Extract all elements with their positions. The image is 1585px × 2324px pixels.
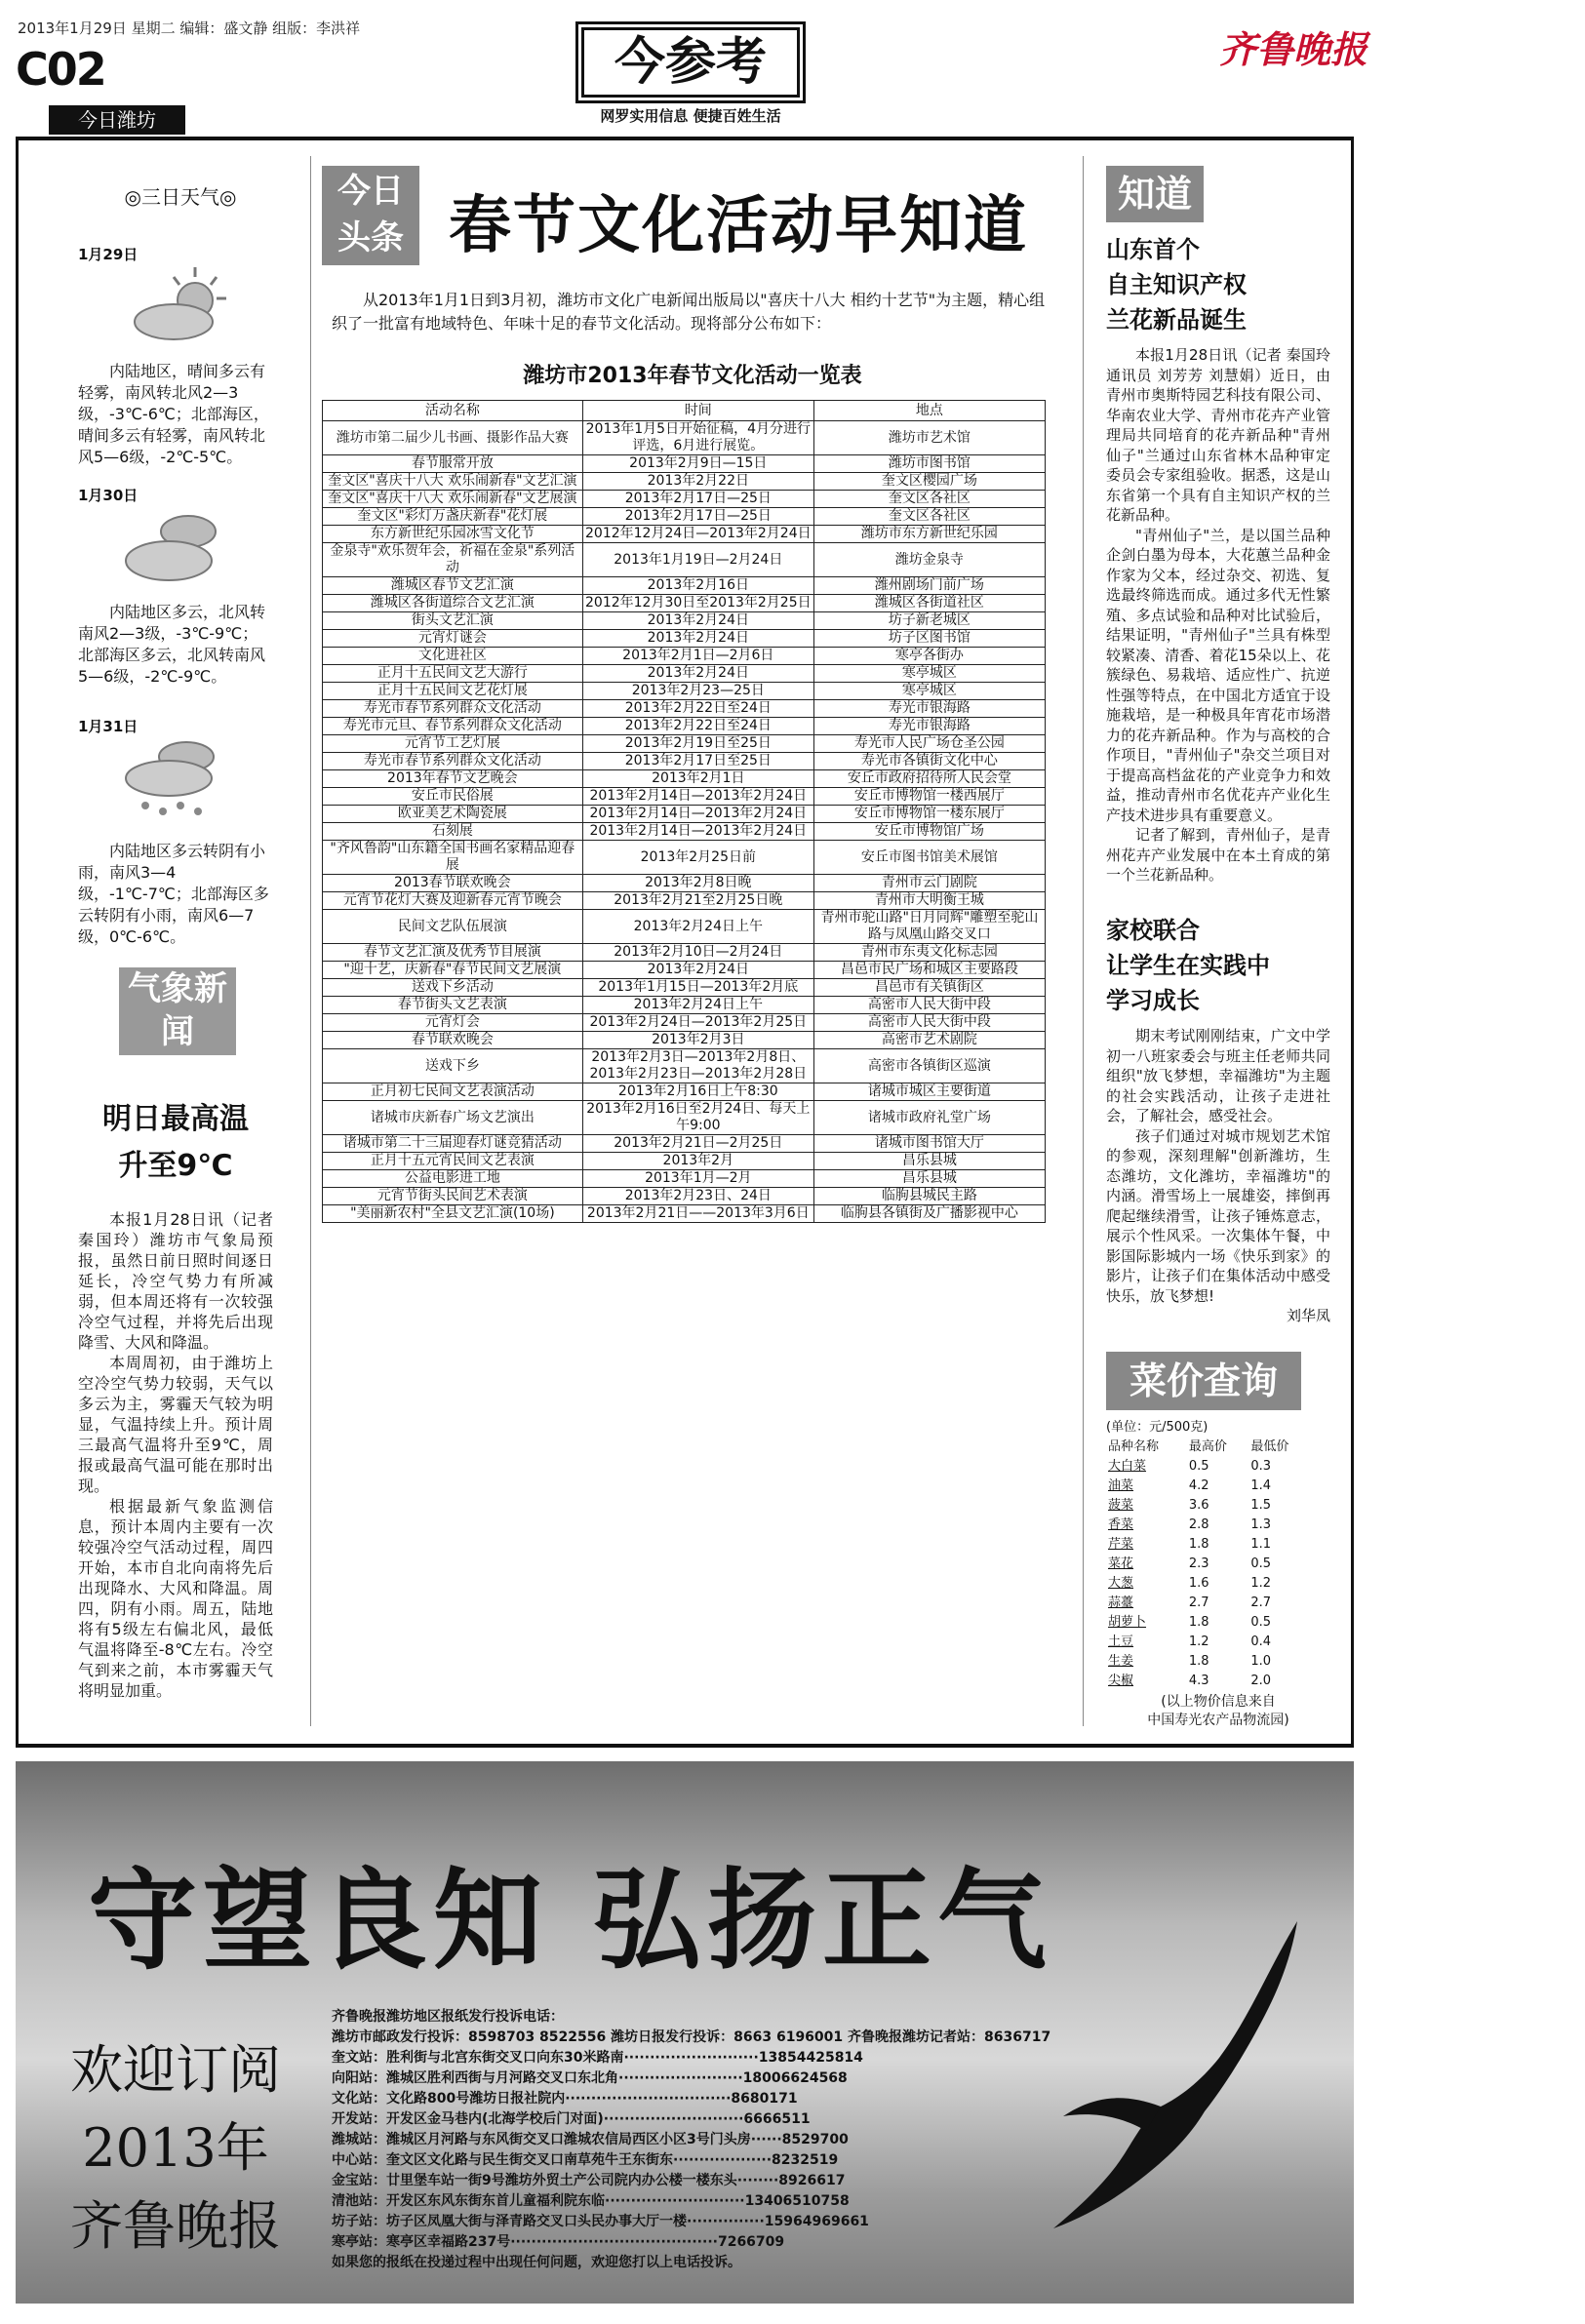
price-value: 0.5	[1250, 1615, 1272, 1630]
table-cell: 临朐县城民主路	[813, 1188, 1045, 1205]
table-row	[323, 823, 1046, 841]
table-cell: 寿光市春节系列群众文化活动	[323, 700, 583, 718]
vegetable-name: 菠菜	[1108, 1498, 1134, 1513]
table-cell: 春节街头文艺表演	[323, 997, 583, 1014]
table-row	[323, 1049, 1046, 1083]
price-value: 0.5	[1188, 1459, 1209, 1474]
weather-text: 内陆地区，晴间多云有轻雾，南风转北风2—3级，-3℃-6℃；北部海区，晴间多云有轻雾，南风转北风5—6级，-2℃-5℃。	[78, 362, 269, 466]
table-cell: 安丘市博物馆一楼西展厅	[813, 788, 1045, 806]
ad-contact-line: 开发站：开发区金马巷内(北海学校后门对面)···························6666511	[332, 2111, 811, 2127]
table-cell: 2013年2月24日	[582, 630, 813, 648]
table-cell: 2013年2月23—25日	[582, 683, 813, 700]
price-value: 1.6	[1188, 1576, 1209, 1591]
vegetable-name: 油菜	[1108, 1478, 1134, 1493]
table-cell: 昌乐县城	[813, 1153, 1045, 1170]
table-cell: 奎文区各社区	[813, 491, 1045, 508]
ad-contact-line: 潍坊市邮政发行投诉：8598703 8522556 潍坊日报发行投诉：8663 6196001 齐鲁晚报潍坊记者站：8636717	[332, 2029, 1051, 2045]
top-story-tag: 今日头条	[322, 166, 419, 265]
table-cell: 送戏下乡	[323, 1049, 583, 1083]
table-row	[323, 910, 1046, 944]
table-row	[323, 700, 1046, 718]
table-cell: 2013年2月24日上午	[582, 997, 813, 1014]
column-divider	[310, 156, 311, 1726]
price-value: 1.2	[1250, 1576, 1272, 1591]
table-row	[323, 806, 1046, 823]
table-cell: 诸城市庆新春广场文艺演出	[323, 1101, 583, 1135]
table-cell: 奎文区各社区	[813, 508, 1045, 526]
table-cell: 2013春节联欢晚会	[323, 875, 583, 892]
table-cell: 2013年2月17日至25日	[582, 753, 813, 770]
table-row	[323, 1153, 1046, 1170]
table-cell: 奎文区樱园广场	[813, 473, 1045, 491]
price-value: 1.8	[1188, 1537, 1209, 1552]
table-cell: 2013年2月14日—2013年2月24日	[582, 788, 813, 806]
table-cell: 临朐县各镇街及广播影视中心	[813, 1205, 1045, 1223]
table-cell: 2013年2月1日	[582, 770, 813, 788]
price-value: 1.8	[1188, 1615, 1209, 1630]
price-row	[1106, 1672, 1311, 1691]
table-cell: 寿光市春节系列群众文化活动	[323, 753, 583, 770]
table-cell: 文化进社区	[323, 648, 583, 665]
price-row	[1106, 1516, 1311, 1535]
table-cell: 春节服常开放	[323, 455, 583, 473]
table-cell: 安丘市政府招待所人民会堂	[813, 770, 1045, 788]
table-row	[323, 665, 1046, 683]
table-row	[323, 526, 1046, 543]
paragraph: "青州仙子"兰，是以国兰品种企剑白墨为母本，大花蕙兰品种金作家为父本，经过杂交、初选、复选最终筛选而成。通过多代无性繁殖、多点试验和品种对比试验后，结果证明，"青州仙子"兰具有株型较紧凑、清香、着花15朵以上、花簇绿色、易栽培、适应性广、抗逆性强等特点，在中国北方适宜于设施栽培，是一种极具年宵花市场潜力的花卉新品种。作为与高校的合作项目，"青州仙子"杂交兰项目对于提高高档盆花的产业竞争力和效益，推动青州市名优花卉产业化生产技术进步具有重要意义。	[1106, 526, 1330, 824]
price-value: 1.5	[1250, 1498, 1272, 1513]
table-cell: 2013年2月24日—2013年2月25日	[582, 1014, 813, 1032]
ad-contact-line: 金宝站：廿里堡车站一街9号潍坊外贸土产公司院内办公楼一楼东头········8926617	[332, 2173, 846, 2188]
table-row	[323, 508, 1046, 526]
table-row	[323, 1170, 1046, 1188]
ad-subscribe-line: 欢迎订阅	[70, 2039, 281, 2101]
table-cell: 坊子新老城区	[813, 612, 1045, 630]
paragraph: 本报1月28日讯（记者 秦国玲）潍坊市气象局预报，虽然日前日照时间逐日延长，冷空气势力有所减弱，但本周还将有一次较强冷空气过程，并将先后出现降雪、大风和降温。	[78, 1210, 273, 1352]
sun-cloud-icon	[127, 261, 234, 349]
table-cell: 2013年2月14日—2013年2月24日	[582, 823, 813, 841]
table-row	[323, 1188, 1046, 1205]
table-row	[323, 1101, 1046, 1135]
source-line: (以上物价信息来自	[1161, 1694, 1276, 1710]
ad-contact-line: 潍城站：潍城区月河路与东风街交叉口潍城农信局西区小区3号门头房······8529700	[332, 2132, 849, 2147]
newspaper-logo: 齐鲁晚报	[1219, 27, 1368, 71]
headline-line: 升至9℃	[118, 1149, 233, 1183]
vegetable-name: 大葱	[1108, 1576, 1134, 1591]
table-cell: 石刻展	[323, 823, 583, 841]
table-cell: 坊子区图书馆	[813, 630, 1045, 648]
table-row	[323, 543, 1046, 577]
weather-date: 1月31日	[78, 718, 139, 735]
table-cell: 2013年2月9日—15日	[582, 455, 813, 473]
table-row	[323, 595, 1046, 612]
ad-contact-list	[332, 2007, 1190, 2273]
price-value: 1.2	[1188, 1635, 1209, 1649]
table-cell: 奎文区"喜庆十八大 欢乐闹新春"文艺展演	[323, 491, 583, 508]
price-source	[1106, 1693, 1330, 1730]
news-headline-line: 家校联合	[1106, 917, 1200, 944]
table-cell: 2013年2月16日至2月24日、每天上午9:00	[582, 1101, 813, 1135]
table-cell: 正月十五元宵民间文艺表演	[323, 1153, 583, 1170]
table-row	[323, 421, 1046, 455]
price-row	[1106, 1477, 1311, 1496]
weather-text: 内陆地区多云，北风转南风2—3级，-3℃-9℃；北部海区多云，北风转南风5—6级，-2℃-9℃。	[78, 603, 266, 686]
table-row	[323, 473, 1046, 491]
weather-news-tag: 气象新闻	[119, 967, 236, 1055]
price-value: 3.6	[1188, 1498, 1209, 1513]
table-row	[323, 944, 1046, 962]
table-cell: 元宵节街头民间艺术表演	[323, 1188, 583, 1205]
page-meta: 2013年1月29日 星期二 编辑：盛文静 组版：李洪祥	[18, 20, 361, 37]
news-orchid	[1106, 232, 1330, 886]
table-cell: 2013年2月	[582, 1153, 813, 1170]
price-row	[1106, 1555, 1311, 1574]
table-cell: 安丘市图书馆美术展馆	[813, 841, 1045, 875]
ad-contact-line: 寒亭站：寒亭区幸福路237号········································7266709	[332, 2234, 785, 2250]
news-headline-line: 山东首个	[1106, 236, 1200, 263]
table-cell: 2013年1月15日—2013年2月底	[582, 979, 813, 997]
ad-slogan: 守望良知 弘扬正气	[88, 1857, 1052, 1985]
page-number: C02	[16, 43, 105, 96]
price-value: 2.7	[1188, 1595, 1209, 1610]
activity-table	[322, 400, 1046, 1223]
price-value: 1.1	[1250, 1537, 1272, 1552]
paragraph: 孩子们通过对城市规划艺术馆的参观，深刻理解"创新潍坊，生态潍坊，文化潍坊，幸福潍坊"的内涵。滑雪场上一展雄姿，摔倒再爬起继续滑雪，让孩子锤炼意志，展示个性风采。一次集体午餐，中影国际影城内一场《快乐到家》的影片，让孩子们在集体活动中感受快乐，放飞梦想!	[1106, 1126, 1330, 1305]
table-cell: 2013年2月16日上午8:30	[582, 1083, 813, 1101]
table-cell: 诸城市第二十三届迎春灯谜竞猜活动	[323, 1135, 583, 1153]
vegetable-name: 生姜	[1108, 1654, 1134, 1669]
table-row	[323, 455, 1046, 473]
news-headline-line: 兰花新品诞生	[1106, 306, 1247, 334]
table-cell: 东方新世纪乐园冰雪文化节	[323, 526, 583, 543]
table-cell: 2013年2月21日——2013年3月6日	[582, 1205, 813, 1223]
masthead-subtitle: 网罗实用信息 便捷百姓生活	[600, 107, 781, 125]
table-cell: 寿光市银海路	[813, 718, 1045, 735]
table-cell: 青州市大明衡王城	[813, 892, 1045, 910]
ad-subscribe-line: 2013年	[82, 2117, 269, 2179]
ad-contact-line: 向阳站：潍城区胜利西街与月河路交叉口东北角························18006624568	[332, 2070, 848, 2086]
table-cell: 2013年2月21至2月25日晚	[582, 892, 813, 910]
price-value: 0.5	[1250, 1556, 1272, 1571]
table-cell: 潍坊市东方新世纪乐园	[813, 526, 1045, 543]
ad-contact-line: 清池站：开发区东风东街东首儿童福利院东临···························13406510758	[332, 2193, 850, 2209]
ad-subscribe-line: 齐鲁晚报	[70, 2195, 281, 2257]
table-cell: 2013年2月22日至24日	[582, 700, 813, 718]
price-value: 2.8	[1188, 1517, 1209, 1532]
table-cell: 2013年2月25日前	[582, 841, 813, 875]
paragraph: 期末考试刚刚结束，广文中学初一八班家委会与班主任老师共同组织"放飞梦想，幸福潍坊"为主题的社会实践活动，让孩子走进社会，了解社会，感受社会。	[1106, 1027, 1330, 1124]
table-row	[323, 1032, 1046, 1049]
price-table	[1106, 1438, 1311, 1691]
news-school	[1106, 913, 1330, 1326]
table-cell: 潍坊市艺术馆	[813, 421, 1045, 455]
weather-article	[78, 1209, 273, 1701]
table-row	[323, 875, 1046, 892]
table-cell: 高密市艺术剧院	[813, 1032, 1045, 1049]
paragraph: 本报1月28日讯（记者 秦国玲 通讯员 刘芳芳 刘慧娟）近日，由青州市奥斯特园艺科技有限公司、华南农业大学、青州市花卉产业管理局共同培育的花卉新品种"青州仙子"兰通过山东省林木品种审定委员会专家组验收。据悉，这是山东省第一个具有自主知识产权的兰花新品种。	[1106, 346, 1330, 524]
table-cell: 2013年2月8日晚	[582, 875, 813, 892]
table-cell: 2013年2月23日、24日	[582, 1188, 813, 1205]
table-cell: 2013年2月3日—2013年2月8日、2013年2月23日—2013年2月28日	[582, 1049, 813, 1083]
table-cell: 元宵灯会	[323, 1014, 583, 1032]
news-headline-line: 让学生在实践中	[1106, 952, 1270, 979]
ad-contact-line: 奎文站：胜利街与北宫东街交叉口向东30米路南··························13854425814	[332, 2050, 863, 2066]
ad-contact-line: 如果您的报纸在投递过程中出现任何问题，欢迎您打以上电话投诉。	[332, 2255, 741, 2270]
table-cell: 元宵灯谜会	[323, 630, 583, 648]
table-row	[323, 491, 1046, 508]
main-intro: 从2013年1月1日到3月初，潍坊市文化广电新闻出版局以"喜庆十八大 相约十艺节"为主题，精心组织了一批富有地域特色、年味十足的春节文化活动。现将部分公布如下：	[332, 291, 1046, 333]
table-row	[323, 753, 1046, 770]
ad-contact-line: 齐鲁晚报潍坊地区报纸发行投诉电话：	[332, 2009, 564, 2025]
table-cell: 2013年2月24日	[582, 612, 813, 630]
price-value: 0.4	[1250, 1635, 1272, 1649]
table-row	[323, 612, 1046, 630]
table-cell: 2012年12月30日至2013年2月25日	[582, 595, 813, 612]
table-cell: 昌乐县城	[813, 1170, 1045, 1188]
table-cell: 2013年2月1日—2月6日	[582, 648, 813, 665]
price-row	[1106, 1457, 1311, 1477]
table-cell: 2013年2月24日上午	[582, 910, 813, 944]
price-row	[1106, 1594, 1311, 1613]
table-cell: 公益电影进工地	[323, 1170, 583, 1188]
table-cell: 诸城市城区主要街道	[813, 1083, 1045, 1101]
table-cell: 青州市东夷文化标志园	[813, 944, 1045, 962]
ad-contact-line: 中心站：奎文区文化路与民生街交叉口南草苑牛王东街东···················8232519	[332, 2152, 839, 2168]
price-row	[1106, 1574, 1311, 1594]
table-cell: 金泉寺"欢乐贺年会，祈福在金泉"系列活动	[323, 543, 583, 577]
table-cell: 正月初七民间文艺表演活动	[323, 1083, 583, 1101]
section-label: 今日潍坊	[49, 105, 185, 135]
vegetable-name: 菜花	[1108, 1556, 1134, 1571]
price-value: 2.3	[1188, 1556, 1209, 1571]
ad-contact-line: 文化站：文化路800号潍坊日报社院内································8680171	[332, 2091, 798, 2107]
table-row	[323, 770, 1046, 788]
table-cell: 安丘市博物馆广场	[813, 823, 1045, 841]
table-row	[323, 1083, 1046, 1101]
table-row	[323, 1135, 1046, 1153]
price-tag: 菜价查询	[1106, 1352, 1301, 1410]
table-cell: 寿光市元旦、春节系列群众文化活动	[323, 718, 583, 735]
table-cell: 2013年2月10日—2月24日	[582, 944, 813, 962]
table-header-row	[323, 401, 1046, 421]
price-value: 2.0	[1250, 1674, 1272, 1688]
vegetable-name: 胡萝卜	[1108, 1615, 1147, 1630]
table-cell: 潍城区春节文艺汇演	[323, 577, 583, 595]
weather-headline	[68, 1096, 283, 1190]
table-row	[323, 735, 1046, 753]
table-cell: 安丘市博物馆一楼东展厅	[813, 806, 1045, 823]
table-cell: 青州市驼山路"日月同辉"雕塑至驼山路与凤凰山路交叉口	[813, 910, 1045, 944]
table-cell: 潍坊市图书馆	[813, 455, 1045, 473]
column-divider	[1083, 156, 1084, 1726]
table-cell: 2013年2月16日	[582, 577, 813, 595]
price-value: 2.7	[1250, 1595, 1272, 1610]
table-cell: 寒亭各街办	[813, 648, 1045, 665]
table-cell: 2013年2月14日—2013年2月24日	[582, 806, 813, 823]
weather-date: 1月30日	[78, 487, 139, 504]
table-cell: 寒亭城区	[813, 683, 1045, 700]
price-row	[1106, 1613, 1311, 1633]
table-row	[323, 788, 1046, 806]
table-cell: 2013年2月21日—2月25日	[582, 1135, 813, 1153]
table-cell: 潍城区各街道社区	[813, 595, 1045, 612]
vegetable-name: 香菜	[1108, 1517, 1134, 1532]
vegetable-name: 土豆	[1108, 1635, 1134, 1649]
table-row	[323, 892, 1046, 910]
table-row	[323, 1014, 1046, 1032]
table-cell: 正月十五民间文艺花灯展	[323, 683, 583, 700]
table-cell: 诸城市政府礼堂广场	[813, 1101, 1045, 1135]
table-cell: 潍坊市第二届少儿书画、摄影作品大赛	[323, 421, 583, 455]
table-cell: 2012年12月24日—2013年2月24日	[582, 526, 813, 543]
table-cell: 寿光市银海路	[813, 700, 1045, 718]
price-row	[1106, 1496, 1311, 1516]
table-cell: 2013年2月24日	[582, 962, 813, 979]
column-header: 地点	[813, 401, 1045, 421]
table-cell: 2013年2月17日—25日	[582, 508, 813, 526]
table-cell: 高密市人民大街中段	[813, 997, 1045, 1014]
price-row	[1106, 1652, 1311, 1672]
table-cell: 2013年春节文艺晚会	[323, 770, 583, 788]
table-row	[323, 718, 1046, 735]
table-row	[323, 1205, 1046, 1223]
table-cell: 安丘市民俗展	[323, 788, 583, 806]
weather-text: 内陆地区多云转阴有小雨，南风3—4级，-1℃-7℃；北部海区多云转阴有小雨，南风6—7级，0℃-6℃。	[78, 842, 269, 946]
table-cell: "美丽新农村"全县文艺汇演(10场)	[323, 1205, 583, 1223]
headline-line: 明日最高温	[102, 1102, 249, 1136]
table-cell: 高密市人民大街中段	[813, 1014, 1045, 1032]
news-headline-line: 学习成长	[1106, 987, 1200, 1014]
price-unit: (单位：元/500克)	[1106, 1420, 1209, 1435]
price-value: 0.3	[1250, 1459, 1272, 1474]
price-value: 1.4	[1250, 1478, 1272, 1493]
table-cell: 奎文区"喜庆十八大 欢乐闹新春"文艺汇演	[323, 473, 583, 491]
vegetable-name: 尖椒	[1108, 1674, 1134, 1688]
table-cell: 寿光市人民广场仓圣公园	[813, 735, 1045, 753]
table-cell: 元宵节工艺灯展	[323, 735, 583, 753]
price-row	[1106, 1633, 1311, 1652]
weather-title: ◎三日天气◎	[124, 185, 237, 209]
table-cell: 2013年2月19日至25日	[582, 735, 813, 753]
price-value: 4.2	[1188, 1478, 1209, 1493]
paragraph: 本周周初，由于潍坊上空冷空气势力较弱，天气以多云为主，雾霾天气较为明显，气温持续上升。预计周三最高气温将升至9℃，周报或最高气温可能在那时出现。	[78, 1354, 273, 1495]
rain-cloud-icon	[122, 733, 229, 821]
paragraph: 记者了解到，青州仙子，是青州花卉产业发展中在本土育成的第一个兰花新品种。	[1106, 826, 1330, 884]
table-cell: 昌邑市有关镇街区	[813, 979, 1045, 997]
table-cell: 寿光市各镇街文化中心	[813, 753, 1045, 770]
vegetable-name: 大白菜	[1108, 1459, 1147, 1474]
table-row	[323, 962, 1046, 979]
table-cell: 送戏下乡活动	[323, 979, 583, 997]
weather-date: 1月29日	[78, 246, 139, 263]
table-row	[323, 630, 1046, 648]
table-cell: 诸城市图书馆大厅	[813, 1135, 1045, 1153]
column-header: 活动名称	[323, 401, 583, 421]
table-cell: 高密市各镇街区巡演	[813, 1049, 1045, 1083]
column-header: 最低价	[1250, 1439, 1289, 1454]
table-cell: 2013年2月22日	[582, 473, 813, 491]
price-value: 1.3	[1250, 1517, 1272, 1532]
table-row	[323, 841, 1046, 875]
price-value: 1.8	[1188, 1654, 1209, 1669]
table-cell: 2013年2月24日	[582, 665, 813, 683]
byline: 刘华凤	[1286, 1307, 1330, 1324]
price-row	[1106, 1535, 1311, 1555]
table-cell: 寒亭城区	[813, 665, 1045, 683]
table-cell: 青州市云门剧院	[813, 875, 1045, 892]
vegetable-name: 蒜薹	[1108, 1595, 1134, 1610]
masthead-title: 今参考	[575, 21, 806, 103]
column-header: 最高价	[1188, 1439, 1227, 1454]
table-cell: 正月十五民间文艺大游行	[323, 665, 583, 683]
table-cell: 欧亚美艺术陶瓷展	[323, 806, 583, 823]
table-cell: 民间文艺队伍展演	[323, 910, 583, 944]
table-cell: 2013年2月17日—25日	[582, 491, 813, 508]
source-line: 中国寿光农产品物流园)	[1147, 1713, 1289, 1728]
table-cell: 潍城区各街道综合文艺汇演	[323, 595, 583, 612]
table-cell: 昌邑市民广场和城区主要路段	[813, 962, 1045, 979]
table-cell: "迎十艺，庆新春"春节民间文艺展演	[323, 962, 583, 979]
table-row	[323, 979, 1046, 997]
table-cell: "齐风鲁韵"山东籍全国书画名家精品迎春展	[323, 841, 583, 875]
price-value: 4.3	[1188, 1674, 1209, 1688]
table-cell: 2013年1月19日—2月24日	[582, 543, 813, 577]
table-row	[323, 683, 1046, 700]
table-row	[323, 577, 1046, 595]
cloud-icon	[122, 502, 229, 590]
table-row	[323, 648, 1046, 665]
table-title: 潍坊市2013年春节文化活动一览表	[523, 364, 862, 388]
table-cell: 春节文艺汇演及优秀节目展演	[323, 944, 583, 962]
know-tag: 知道	[1106, 166, 1204, 222]
main-headline: 春节文化活动早知道	[449, 190, 1028, 262]
table-cell: 街头文艺汇演	[323, 612, 583, 630]
table-cell: 元宵节花灯大赛及迎新春元宵节晚会	[323, 892, 583, 910]
table-cell: 潍坊金泉寺	[813, 543, 1045, 577]
paragraph: 根据最新气象监测信息，预计本周内主要有一次较强冷空气活动过程，周四开始，本市自北向南将先后出现降水、大风和降温。周四，阴有小雨。周五，陆地将有5级左右偏北风，最低气温将降至-8℃左右。冷空气到来之前，本市雾霾天气将明显加重。	[78, 1497, 273, 1700]
price-value: 1.0	[1250, 1654, 1272, 1669]
table-cell: 2013年2月22日至24日	[582, 718, 813, 735]
news-headline-line: 自主知识产权	[1106, 271, 1247, 298]
table-header-row	[1106, 1438, 1311, 1457]
table-cell: 2013年2月3日	[582, 1032, 813, 1049]
table-cell: 2013年1月5日开始征稿，4月分进行评选，6月进行展览。	[582, 421, 813, 455]
table-row	[323, 997, 1046, 1014]
table-cell: 奎文区"彩灯万盏庆新春"花灯展	[323, 508, 583, 526]
ad-contact-line: 坊子站：坊子区凤凰大街与泽青路交叉口头民办事大厅一楼···············15964969661	[332, 2214, 869, 2229]
column-header: 品种名称	[1108, 1439, 1160, 1454]
vegetable-name: 芹菜	[1108, 1537, 1134, 1552]
column-header: 时间	[582, 401, 813, 421]
table-cell: 潍州剧场门前广场	[813, 577, 1045, 595]
table-cell: 2013年1月—2月	[582, 1170, 813, 1188]
table-cell: 春节联欢晚会	[323, 1032, 583, 1049]
